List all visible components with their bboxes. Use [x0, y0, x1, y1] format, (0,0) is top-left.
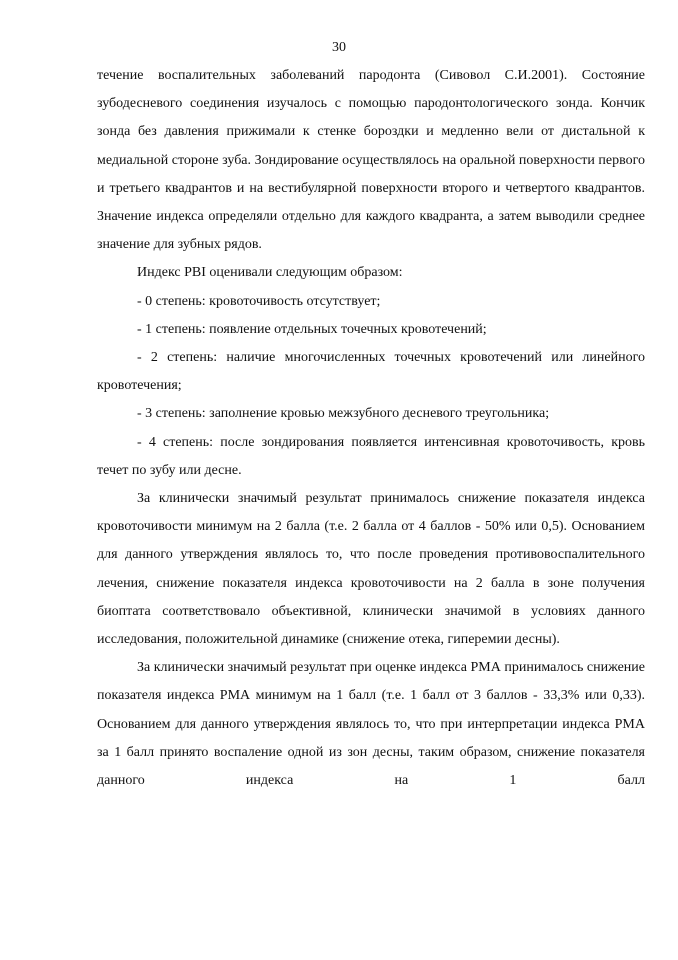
- list-item-grade-0: - 0 степень: кровоточивость отсутствует;: [137, 293, 381, 309]
- page-number: 30: [332, 40, 346, 55]
- paragraph-zonding-method: течение воспалительных заболеваний пародонта (Сивовол С.И.2001). Состояние зубодесневого соединения изучалось с помощью пародонтологического зонда. Кончик зонда без давления прижимали к стенке бороздки и медленно вели от дистальной к медиальной стороне зуба. Зондирование осуществлялось на оральной поверхности первого и третьего квадрантов и на вестибулярной поверхности второго и четвертого квадрантов. Значение индекса определяли отдельно для каждого квадранта, а затем выводили среднее значение для зубных рядов.: [97, 68, 645, 253]
- paragraph-pbi-intro: Индекс PBI оценивали следующим образом:: [137, 265, 403, 281]
- list-item-grade-4: - 4 степень: после зондирования появляется интенсивная кровоточивость, кровь течет по зубу или десне.: [97, 434, 645, 478]
- list-item-grade-2: - 2 степень: наличие многочисленных точечных кровотечений или линейного кровотечения;: [97, 350, 645, 394]
- list-item-grade-3: - 3 степень: заполнение кровью межзубного десневого треугольника;: [137, 406, 550, 422]
- paragraph-pma-index-result: За клинически значимый результат при оценке индекса РМА принималось снижение показателя индекса РМА минимум на 1 балл (т.е. 1 балл от 3 баллов - 33,3% или 0,33). Основанием для данного утверждения являлось то, что при интерпретации индекса РМА за 1 балл принято воспаление одной из зон десны, таким образом, снижение показателя данного индекса на 1 балл: [97, 660, 645, 789]
- body-text: [97, 62, 645, 795]
- list-item-grade-1: - 1 степень: появление отдельных точечных кровотечений;: [137, 321, 487, 337]
- paragraph-bleeding-index-result: За клинически значимый результат принималось снижение показателя индекса кровоточивости минимум на 2 балла (т.е. 2 балла от 4 баллов - 50% или 0,5). Основанием для данного утверждения являлось то, что после проведения противовоспалительного лечения, снижение показателя индекса кровоточивости на 2 балла в зоне получения биоптата соответствовало объективной, клинически значимой в условиях данного исследования, положительной динамике (снижение отека, гиперемии десны).: [97, 491, 645, 648]
